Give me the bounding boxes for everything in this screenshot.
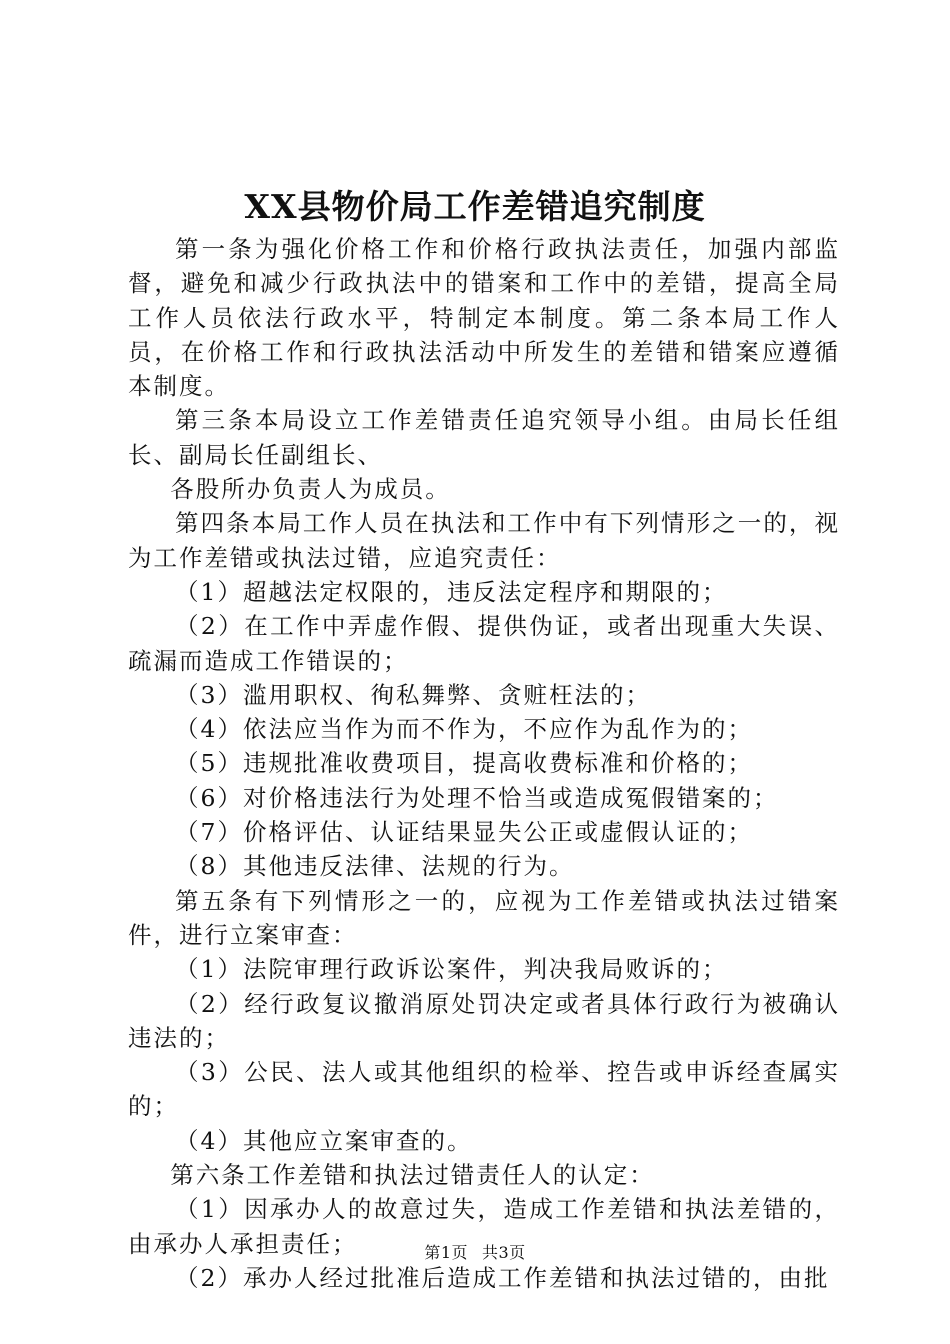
page-number: 第1页	[424, 1243, 468, 1262]
document-title: XX县物价局工作差错追究制度	[244, 187, 706, 226]
list-item: （4）其他应立案审查的。	[175, 1126, 473, 1155]
list-item: （2）在工作中弄虚作假、提供伪证，或者出现重大失误、疏漏而造成工作错误的；	[128, 612, 840, 675]
list-item: （2）承办人经过批准后造成工作差错和执法过错的，由批	[175, 1263, 830, 1292]
list-item: （3）公民、法人或其他组织的检举、控告或申诉经查属实的；	[128, 1058, 840, 1121]
list-item: （6）对价格违法行为处理不恰当或造成冤假错案的；	[175, 783, 779, 812]
paragraph: 第四条本局工作人员在执法和工作中有下列情形之一的，视为工作差错或执法过错，应追究责任：	[128, 509, 840, 572]
list-item: （5）违规批准收费项目，提高收费标准和价格的；	[175, 749, 753, 778]
list-item: （3）滥用职权、徇私舞弊、贪赃枉法的；	[175, 680, 651, 709]
paragraph: 第三条本局设立工作差错责任追究领导小组。由局长任组长、副局长任副组长、	[128, 406, 840, 469]
list-item: （8）其他违反法律、法规的行为。	[175, 852, 575, 881]
document-body	[128, 232, 840, 1295]
page-footer	[0, 1240, 950, 1263]
list-item: （2）经行政复议撤消原处罚决定或者具体行政行为被确认违法的；	[128, 989, 840, 1052]
list-item: （1）因承办人的故意过失，造成工作差错和执法差错的，由承办人承担责任；	[128, 1195, 840, 1258]
paragraph: 第六条工作差错和执法过错责任人的认定：	[170, 1161, 655, 1190]
list-item: （4）依法应当作为而不作为，不应作为乱作为的；	[175, 715, 753, 744]
list-item: （1）法院审理行政诉讼案件，判决我局败诉的；	[175, 955, 728, 984]
page-total: 共3页	[482, 1243, 526, 1262]
paragraph: 第一条为强化价格工作和价格行政执法责任，加强内部监督，避免和减少行政执法中的错案和工作中的差错，提高全局工作人员依法行政水平，特制定本制度。第二条本局工作人员，在价格工作和行政执法活动中所发生的差错和错案应遵循本制度。	[128, 235, 840, 401]
list-item: （1）超越法定权限的，违反法定程序和期限的；	[175, 577, 728, 606]
paragraph: 第五条有下列情形之一的，应视为工作差错或执法过错案件，进行立案审查：	[128, 886, 840, 949]
list-item: （7）价格评估、认证结果显失公正或虚假认证的；	[175, 818, 753, 847]
paragraph: 各股所办负责人为成员。	[170, 475, 451, 504]
